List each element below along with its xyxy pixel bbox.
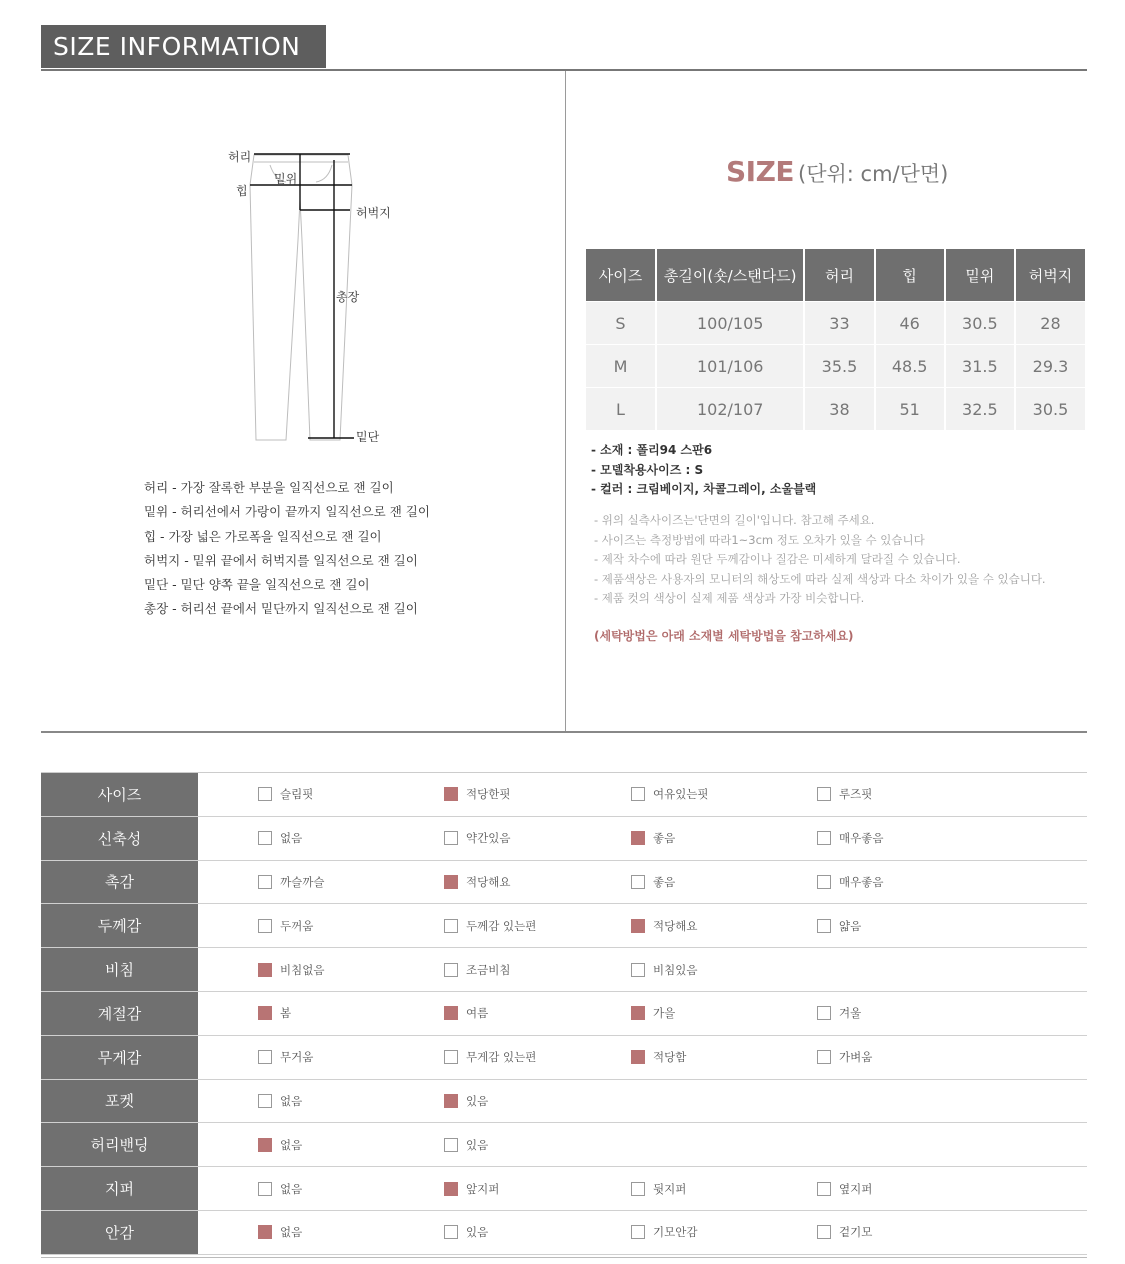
feature-row xyxy=(41,904,1087,948)
unchecked-box-icon xyxy=(817,1050,831,1064)
feature-row xyxy=(41,948,1087,992)
unchecked-box-icon xyxy=(444,963,458,977)
table-cell: 101/106 xyxy=(656,345,804,388)
feature-option xyxy=(631,904,697,947)
table-row xyxy=(586,345,1086,388)
disclaimer-line: - 제작 차수에 따라 원단 두께감이나 질감은 미세하게 달라질 수 있습니다. xyxy=(594,552,961,566)
feature-option xyxy=(817,817,883,860)
header-cell: 총길이(숏/스탠다드) xyxy=(656,249,804,302)
size-table-header xyxy=(586,249,1086,302)
feature-option-label: 봄 xyxy=(280,1006,292,1021)
feature-option xyxy=(631,773,709,816)
unchecked-box-icon xyxy=(444,919,458,933)
feature-option xyxy=(817,904,861,947)
definition-line: 밑위 - 허리선에서 가랑이 끝까지 일직선으로 잰 길이 xyxy=(144,504,430,520)
checked-box-icon xyxy=(631,1006,645,1020)
checked-box-icon xyxy=(444,875,458,889)
unchecked-box-icon xyxy=(817,875,831,889)
feature-option-label: 적당해요 xyxy=(466,874,511,889)
unchecked-box-icon xyxy=(444,1050,458,1064)
disclaimer-line: - 사이즈는 측정방법에 따라1~3cm 정도 오차가 있을 수 있습니다 xyxy=(594,532,925,547)
table-row xyxy=(586,302,1086,345)
washing-note: (세탁방법은 아래 소재별 세탁방법을 참고하세요) xyxy=(594,629,854,643)
diagram-label-hip: 힙 xyxy=(236,184,248,198)
unchecked-box-icon xyxy=(631,875,645,889)
feature-option-label: 있음 xyxy=(466,1093,489,1108)
table-cell: L xyxy=(586,388,656,431)
vertical-divider xyxy=(565,71,566,732)
table-cell: 38 xyxy=(804,388,874,431)
table-cell: 30.5 xyxy=(945,302,1015,345)
diagram-label-length: 총장 xyxy=(336,290,360,304)
feature-option xyxy=(817,773,872,816)
unchecked-box-icon xyxy=(631,963,645,977)
feature-option xyxy=(258,1167,302,1210)
feature-option-label: 무게감 있는편 xyxy=(466,1050,537,1065)
feature-option-label: 좋음 xyxy=(653,831,676,846)
table-cell: 48.5 xyxy=(875,345,945,388)
feature-option xyxy=(444,1211,488,1254)
definition-line: 밑단 - 밑단 양쪽 끝을 일직선으로 잰 길이 xyxy=(144,577,370,593)
unchecked-box-icon xyxy=(631,1225,645,1239)
feature-option-label: 없음 xyxy=(280,831,303,846)
unchecked-box-icon xyxy=(631,1182,645,1196)
feature-option xyxy=(444,1036,536,1079)
size-table xyxy=(586,249,1087,430)
feature-option xyxy=(817,992,861,1035)
feature-row xyxy=(41,1036,1087,1080)
feature-option-label: 없음 xyxy=(280,1137,303,1152)
top-divider xyxy=(41,69,1087,71)
table-cell: 31.5 xyxy=(945,345,1015,388)
size-table-container xyxy=(586,249,1087,431)
feature-label: 안감 xyxy=(41,1211,198,1254)
feature-option xyxy=(258,1211,302,1254)
feature-option-label: 있음 xyxy=(466,1225,489,1240)
feature-option-label: 여름 xyxy=(466,1006,489,1021)
checked-box-icon xyxy=(258,1006,272,1020)
feature-label: 촉감 xyxy=(41,861,198,904)
table-cell: 30.5 xyxy=(1015,388,1086,431)
feature-option xyxy=(444,904,536,947)
feature-option xyxy=(258,904,313,947)
measurement-definitions xyxy=(144,476,554,622)
feature-option xyxy=(258,992,291,1035)
checked-box-icon xyxy=(258,963,272,977)
feature-row xyxy=(41,1167,1087,1211)
feature-option-label: 무거움 xyxy=(280,1050,314,1065)
feature-row xyxy=(41,861,1087,905)
header-cell: 사이즈 xyxy=(586,249,656,302)
feature-label: 허리밴딩 xyxy=(41,1123,198,1166)
unchecked-box-icon xyxy=(817,1182,831,1196)
feature-option xyxy=(631,992,675,1035)
table-cell: 102/107 xyxy=(656,388,804,431)
feature-option xyxy=(444,1167,499,1210)
feature-grid xyxy=(41,773,1087,1255)
middle-divider xyxy=(41,731,1087,733)
feature-option-label: 적당함 xyxy=(653,1050,687,1065)
feature-option xyxy=(258,948,324,991)
feature-option xyxy=(258,861,324,904)
feature-option xyxy=(444,817,510,860)
feature-option-label: 없음 xyxy=(280,1181,303,1196)
feature-option-label: 좋음 xyxy=(653,874,676,889)
feature-label: 신축성 xyxy=(41,817,198,860)
unchecked-box-icon xyxy=(817,831,831,845)
feature-option xyxy=(444,773,510,816)
unchecked-box-icon xyxy=(258,831,272,845)
feature-option xyxy=(444,1080,488,1123)
feature-option-label: 여유있는핏 xyxy=(653,787,709,802)
feature-option xyxy=(817,1167,872,1210)
checked-box-icon xyxy=(258,1138,272,1152)
feature-option-label: 뒷지퍼 xyxy=(653,1181,687,1196)
feature-option-label: 기모안감 xyxy=(653,1225,698,1240)
checked-box-icon xyxy=(631,1050,645,1064)
feature-option xyxy=(631,861,675,904)
header-cell: 밑위 xyxy=(945,249,1015,302)
unchecked-box-icon xyxy=(258,1182,272,1196)
feature-option-label: 적당한핏 xyxy=(466,787,511,802)
feature-option xyxy=(444,992,488,1035)
feature-option-label: 매우좋음 xyxy=(839,874,884,889)
checked-box-icon xyxy=(444,1182,458,1196)
pants-outline-icon xyxy=(220,140,420,450)
diagram-label-waist: 허리 xyxy=(228,150,252,164)
feature-option xyxy=(631,948,697,991)
feature-option-label: 없음 xyxy=(280,1093,303,1108)
feature-option xyxy=(258,1036,313,1079)
feature-option xyxy=(631,1036,686,1079)
disclaimer-line: - 제품 컷의 색상이 실제 제품 색상과 가장 비슷합니다. xyxy=(594,591,865,605)
feature-option xyxy=(631,1167,686,1210)
unchecked-box-icon xyxy=(258,919,272,933)
unchecked-box-icon xyxy=(258,787,272,801)
checked-box-icon xyxy=(444,1006,458,1020)
unchecked-box-icon xyxy=(444,1138,458,1152)
feature-row xyxy=(41,773,1087,817)
feature-option xyxy=(631,817,675,860)
checked-box-icon xyxy=(444,787,458,801)
feature-option-label: 조금비침 xyxy=(466,962,511,977)
size-unit: (단위: cm/단면) xyxy=(798,162,949,186)
table-row xyxy=(586,388,1086,431)
feature-row xyxy=(41,1123,1087,1167)
table-cell: 46 xyxy=(875,302,945,345)
feature-label: 무게감 xyxy=(41,1036,198,1079)
product-note: - 소재 : 폴리94 스판6 xyxy=(591,443,713,457)
feature-option-label: 가을 xyxy=(653,1006,676,1021)
definition-line: 허리 - 가장 잘록한 부분을 일직선으로 잰 길이 xyxy=(144,480,394,495)
feature-row xyxy=(41,992,1087,1036)
feature-option-label: 까슬까슬 xyxy=(280,874,325,889)
feature-option-label: 가벼움 xyxy=(839,1050,873,1065)
diagram-label-hem: 밑단 xyxy=(356,430,380,444)
feature-option-label: 두꺼움 xyxy=(280,918,314,933)
feature-option xyxy=(258,773,313,816)
diagram-label-thigh: 허벅지 xyxy=(356,206,391,220)
feature-option-label: 두께감 있는편 xyxy=(466,918,537,933)
feature-row xyxy=(41,1080,1087,1124)
table-cell: 51 xyxy=(875,388,945,431)
size-table-title xyxy=(726,155,948,188)
disclaimer-line: - 위의 실측사이즈는'단면의 길이'입니다. 참고해 주세요. xyxy=(594,513,875,527)
feature-option xyxy=(817,1211,872,1254)
product-note: - 모델착용사이즈 : S xyxy=(591,462,704,477)
table-cell: 28 xyxy=(1015,302,1086,345)
disclaimer-line: - 제품색상은 사용자의 모니터의 해상도에 따라 실제 색상과 다소 차이가 있을 수 있습니다. xyxy=(594,571,1046,586)
header-cell: 허벅지 xyxy=(1015,249,1086,302)
unchecked-box-icon xyxy=(258,1094,272,1108)
checked-box-icon xyxy=(444,1094,458,1108)
unchecked-box-icon xyxy=(444,831,458,845)
feature-option xyxy=(258,1123,302,1166)
feature-option-label: 매우좋음 xyxy=(839,831,884,846)
feature-label: 지퍼 xyxy=(41,1167,198,1210)
unchecked-box-icon xyxy=(631,787,645,801)
checked-box-icon xyxy=(258,1225,272,1239)
product-notes xyxy=(591,441,816,500)
feature-option-label: 비침있음 xyxy=(653,962,698,977)
unchecked-box-icon xyxy=(817,1006,831,1020)
bottom-divider xyxy=(41,1257,1087,1258)
feature-label: 두께감 xyxy=(41,904,198,947)
feature-label: 사이즈 xyxy=(41,773,198,816)
feature-row xyxy=(41,1211,1087,1255)
feature-option-label: 슬림핏 xyxy=(280,787,314,802)
feature-option xyxy=(631,1211,697,1254)
table-cell: M xyxy=(586,345,656,388)
definition-line: 힙 - 가장 넓은 가로폭을 일직선으로 잰 길이 xyxy=(144,528,382,544)
feature-option-label: 루즈핏 xyxy=(839,787,873,802)
definition-line: 총장 - 허리선 끝에서 밑단까지 일직선으로 잰 길이 xyxy=(144,601,418,617)
feature-label: 계절감 xyxy=(41,992,198,1035)
feature-row xyxy=(41,817,1087,861)
pants-diagram xyxy=(220,140,420,450)
feature-option-label: 적당해요 xyxy=(653,918,698,933)
feature-option-label: 있음 xyxy=(466,1137,489,1152)
feature-label: 비침 xyxy=(41,948,198,991)
unchecked-box-icon xyxy=(817,787,831,801)
section-title: SIZE INFORMATION xyxy=(41,25,326,68)
feature-option-label: 얇음 xyxy=(839,918,862,933)
feature-option xyxy=(258,817,302,860)
header-cell: 힙 xyxy=(875,249,945,302)
feature-option xyxy=(258,1080,302,1123)
feature-option-label: 앞지퍼 xyxy=(466,1181,500,1196)
feature-option xyxy=(444,861,510,904)
table-cell: 100/105 xyxy=(656,302,804,345)
size-heading: SIZE xyxy=(726,155,795,188)
feature-option xyxy=(444,948,510,991)
header-cell: 허리 xyxy=(804,249,874,302)
checked-box-icon xyxy=(631,831,645,845)
table-cell: 32.5 xyxy=(945,388,1015,431)
feature-label: 포켓 xyxy=(41,1080,198,1123)
table-cell: 35.5 xyxy=(804,345,874,388)
table-cell: 29.3 xyxy=(1015,345,1086,388)
feature-option-label: 비침없음 xyxy=(280,962,325,977)
disclaimer-notes xyxy=(594,511,1074,609)
feature-option-label: 옆지퍼 xyxy=(839,1181,873,1196)
feature-option-label: 겉기모 xyxy=(839,1225,873,1240)
table-cell: 33 xyxy=(804,302,874,345)
feature-option-label: 없음 xyxy=(280,1225,303,1240)
unchecked-box-icon xyxy=(817,919,831,933)
feature-option xyxy=(817,861,883,904)
diagram-label-rise: 밑위 xyxy=(274,172,298,186)
checked-box-icon xyxy=(631,919,645,933)
feature-option xyxy=(817,1036,872,1079)
unchecked-box-icon xyxy=(444,1225,458,1239)
feature-option-label: 겨울 xyxy=(839,1006,862,1021)
unchecked-box-icon xyxy=(817,1225,831,1239)
unchecked-box-icon xyxy=(258,875,272,889)
product-note: - 컬러 : 크림베이지, 차콜그레이, 소울블랙 xyxy=(591,482,817,496)
feature-option-label: 약간있음 xyxy=(466,831,511,846)
unchecked-box-icon xyxy=(258,1050,272,1064)
feature-option xyxy=(444,1123,488,1166)
table-cell: S xyxy=(586,302,656,345)
definition-line: 허벅지 - 밑위 끝에서 허벅지를 일직선으로 잰 길이 xyxy=(144,552,418,568)
